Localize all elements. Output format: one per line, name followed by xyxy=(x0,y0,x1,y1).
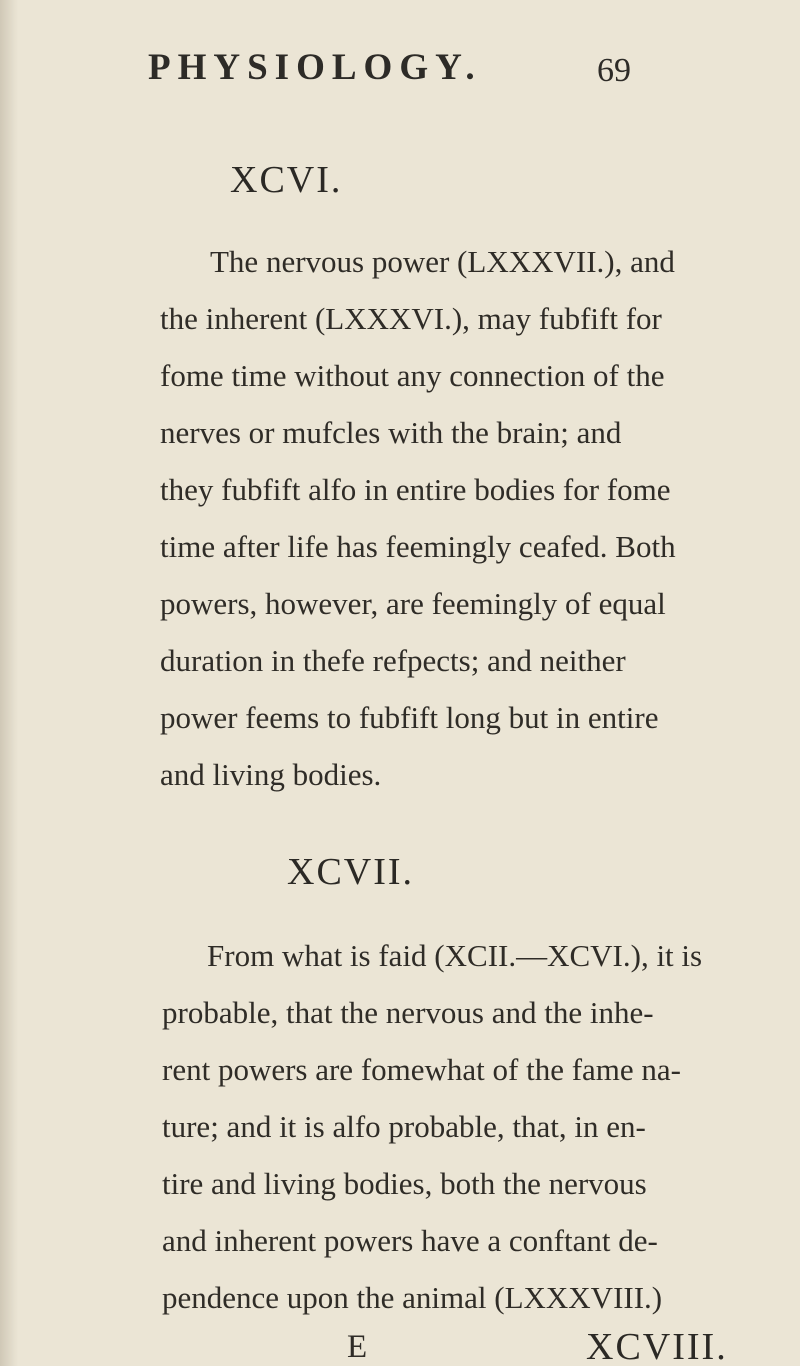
text-line: nerves or mufcles with the brain; and xyxy=(160,415,622,450)
text-line: rent powers are fomewhat of the fame na- xyxy=(162,1052,682,1087)
text-line: and living bodies. xyxy=(160,757,382,792)
text-line: tire and living bodies, both the nervous xyxy=(162,1166,647,1201)
text-line: probable, that the nervous and the inhe- xyxy=(162,995,654,1030)
text-line: fome time without any connection of the xyxy=(160,358,665,393)
section-heading-xcvi: XCVI. xyxy=(230,159,343,201)
text-line: time after life has feemingly ceafed. Both xyxy=(160,529,676,564)
signature-mark: E xyxy=(347,1329,368,1365)
text-line: powers, however, are feemingly of equal xyxy=(160,586,666,621)
catchword: XCVIII. xyxy=(586,1326,728,1366)
running-head: PHYSIOLOGY. xyxy=(148,47,482,88)
text-line: duration in thefe refpects; and neither xyxy=(160,643,626,678)
page-number: 69 xyxy=(597,52,631,89)
text-line: and inherent powers have a conftant de- xyxy=(162,1223,658,1258)
text-line: ture; and it is alfo probable, that, in en- xyxy=(162,1109,646,1144)
text-line: the inherent (LXXXVI.), may fubfift for xyxy=(160,301,662,336)
section-heading-xcvii: XCVII. xyxy=(287,851,415,893)
text-line: they fubfift alfo in entire bodies for fome xyxy=(160,472,671,507)
text-line: The nervous power (LXXXVII.), and xyxy=(210,244,675,279)
text-line: power feems to fubfift long but in entire xyxy=(160,700,659,735)
page-edge-shadow xyxy=(0,0,18,1366)
text-line: From what is faid (XCII.—XCVI.), it is xyxy=(207,938,703,973)
text-line: pendence upon the animal (LXXXVIII.) xyxy=(162,1280,663,1315)
